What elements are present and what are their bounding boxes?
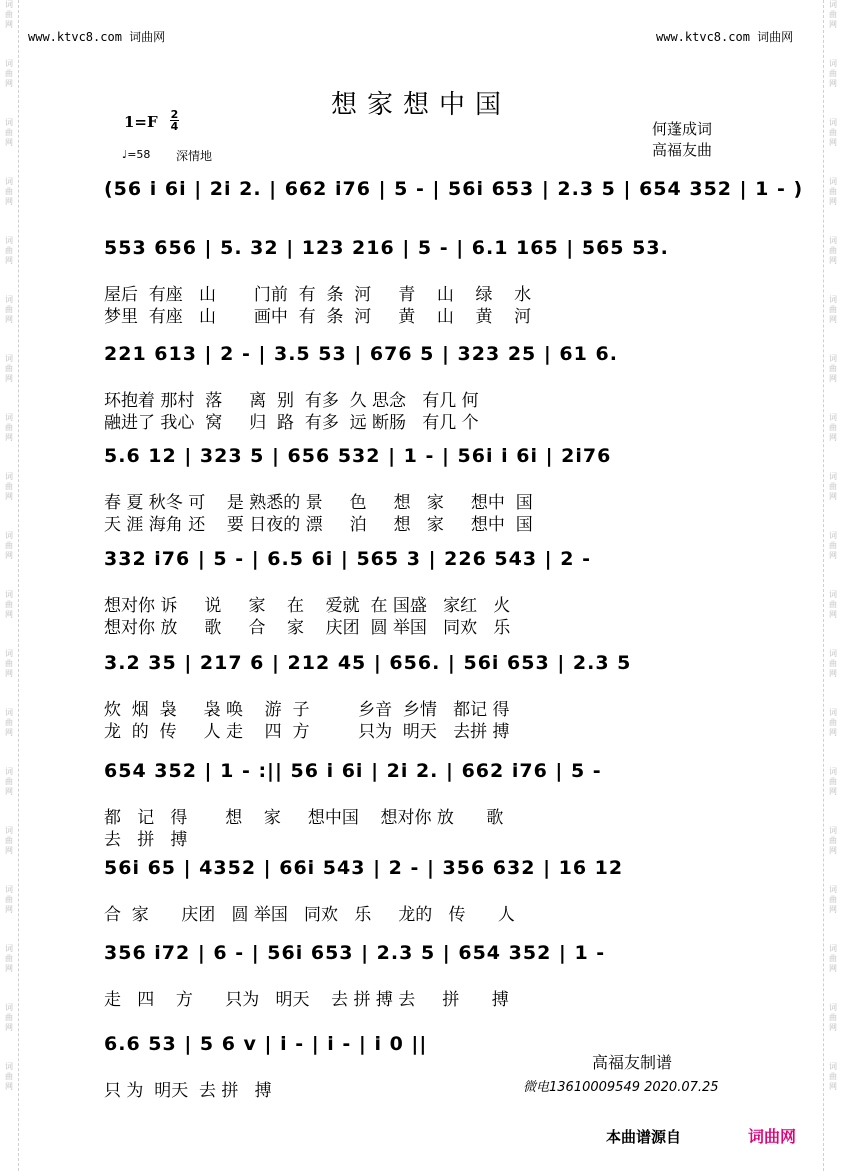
notation-row: 553 656 | 5. 32 | 123 216 | 5 - | 6.1 165 | 565 53.	[104, 237, 669, 259]
site-watermark-left[interactable]: www.ktvc8.com 词曲网	[28, 30, 166, 44]
watermark-mark: 词曲网	[5, 1062, 13, 1091]
watermark-mark: 词曲网	[5, 649, 13, 678]
watermark-mark: 词曲网	[5, 767, 13, 796]
right-watermark-strip	[823, 0, 842, 1171]
lyric-line: 都 记 得 想 家 想中国 想对你 放 歌	[104, 808, 504, 828]
watermark-mark: 词曲网	[829, 1062, 837, 1091]
notation-row: (56 i 6i | 2i 2. | 662 i76 | 5 - | 56i 653 | 2.3 5 | 654 352 | 1 - )	[104, 178, 804, 200]
notation-row: 221 613 | 2 - | 3.5 53 | 676 5 | 323 25 | 61 6.	[104, 343, 618, 365]
source-brand-link[interactable]: 词曲网	[748, 1127, 797, 1146]
expression-marking: 深情地	[176, 149, 213, 163]
lyric-line: 龙 的 传 人 走 四 方 只为 明天 去拼 搏	[104, 722, 510, 742]
watermark-mark: 词曲网	[829, 177, 837, 206]
left-watermark-strip	[0, 0, 19, 1171]
lyric-line: 天 涯 海角 还 要 日夜的 漂 泊 想 家 想中 国	[104, 515, 533, 535]
lyric-line: 春 夏 秋冬 可 是 熟悉的 景 色 想 家 想中 国	[104, 493, 533, 513]
watermark-mark: 词曲网	[829, 472, 837, 501]
song-title: 想家想中国	[330, 90, 511, 120]
notation-row: 654 352 | 1 - :|| 56 i 6i | 2i 2. | 662 i76 | 5 -	[104, 760, 602, 782]
watermark-mark: 词曲网	[829, 59, 837, 88]
watermark-mark: 词曲网	[5, 413, 13, 442]
lyricist-credit: 何蓬成词	[652, 120, 713, 138]
watermark-mark: 词曲网	[5, 708, 13, 737]
watermark-mark: 词曲网	[829, 649, 837, 678]
watermark-mark: 词曲网	[5, 0, 13, 29]
key-signature: 1=F	[124, 113, 158, 131]
watermark-mark: 词曲网	[5, 354, 13, 383]
watermark-mark: 词曲网	[829, 413, 837, 442]
notation-row: 332 i76 | 5 - | 6.5 6i | 565 3 | 226 543 | 2 -	[104, 548, 591, 570]
watermark-mark: 词曲网	[829, 531, 837, 560]
notation-row: 356 i72 | 6 - | 56i 653 | 2.3 5 | 654 352 | 1 -	[104, 942, 606, 964]
lyric-line: 想对你 放 歌 合 家 庆团 圆 举国 同欢 乐	[104, 618, 511, 638]
watermark-mark: 词曲网	[5, 177, 13, 206]
watermark-mark: 词曲网	[829, 354, 837, 383]
lyric-line: 合 家 庆团 圆 举国 同欢 乐 龙的 传 人	[104, 905, 515, 925]
tempo-marking: ♩=58	[122, 148, 151, 161]
time-signature: 2 4	[170, 108, 179, 133]
lyric-line: 想对你 诉 说 家 在 爱就 在 国盛 家红 火	[104, 596, 511, 616]
notation-row: 3.2 35 | 217 6 | 212 45 | 656. | 56i 653 | 2.3 5	[104, 652, 632, 674]
watermark-mark: 词曲网	[829, 118, 837, 147]
watermark-mark: 词曲网	[829, 826, 837, 855]
watermark-mark: 词曲网	[829, 295, 837, 324]
lyric-line: 融进了 我心 窝 归 路 有多 远 断肠 有几 个	[104, 413, 479, 433]
site-watermark-right[interactable]: www.ktvc8.com 词曲网	[656, 30, 794, 44]
watermark-mark: 词曲网	[5, 531, 13, 560]
source-label: 本曲谱源自	[606, 1128, 682, 1146]
watermark-mark: 词曲网	[5, 236, 13, 265]
watermark-mark: 词曲网	[829, 885, 837, 914]
notation-row: 6.6 53 | 5 6 v | i - | i - | i 0 ||	[104, 1033, 428, 1055]
lyric-line: 梦里 有座 山 画中 有 条 河 黄 山 黄 河	[104, 307, 532, 327]
watermark-mark: 词曲网	[829, 1003, 837, 1032]
watermark-mark: 词曲网	[829, 944, 837, 973]
lyric-line: 环抱着 那村 落 离 别 有多 久 思念 有几 何	[104, 391, 479, 411]
lyric-line: 炊 烟 袅 袅 唤 游 子 乡音 乡情 都记 得	[104, 700, 510, 720]
watermark-mark: 词曲网	[5, 118, 13, 147]
maker-contact: 微电13610009549 2020.07.25	[523, 1080, 719, 1095]
watermark-mark: 词曲网	[5, 1003, 13, 1032]
watermark-mark: 词曲网	[5, 826, 13, 855]
notation-row: 56i 65 | 4352 | 66i 543 | 2 - | 356 632 | 16 12	[104, 857, 624, 879]
lyric-line: 走 四 方 只为 明天 去 拼 搏 去 拼 搏	[104, 990, 509, 1010]
lyric-line: 只 为 明天 去 拼 搏	[104, 1081, 272, 1101]
score-maker: 高福友制谱	[592, 1053, 673, 1072]
watermark-mark: 词曲网	[829, 767, 837, 796]
watermark-mark: 词曲网	[5, 590, 13, 619]
watermark-mark: 词曲网	[829, 708, 837, 737]
watermark-mark: 词曲网	[829, 0, 837, 29]
watermark-mark: 词曲网	[5, 944, 13, 973]
watermark-mark: 词曲网	[5, 59, 13, 88]
watermark-mark: 词曲网	[5, 295, 13, 324]
notation-row: 5.6 12 | 323 5 | 656 532 | 1 - | 56i i 6i | 2i76	[104, 445, 612, 467]
watermark-mark: 词曲网	[5, 885, 13, 914]
watermark-mark: 词曲网	[829, 236, 837, 265]
lyric-line: 屋后 有座 山 门前 有 条 河 青 山 绿 水	[104, 285, 532, 305]
lyric-line: 去 拼 搏	[104, 830, 188, 850]
watermark-mark: 词曲网	[5, 472, 13, 501]
composer-credit: 高福友曲	[652, 141, 713, 159]
watermark-mark: 词曲网	[829, 590, 837, 619]
